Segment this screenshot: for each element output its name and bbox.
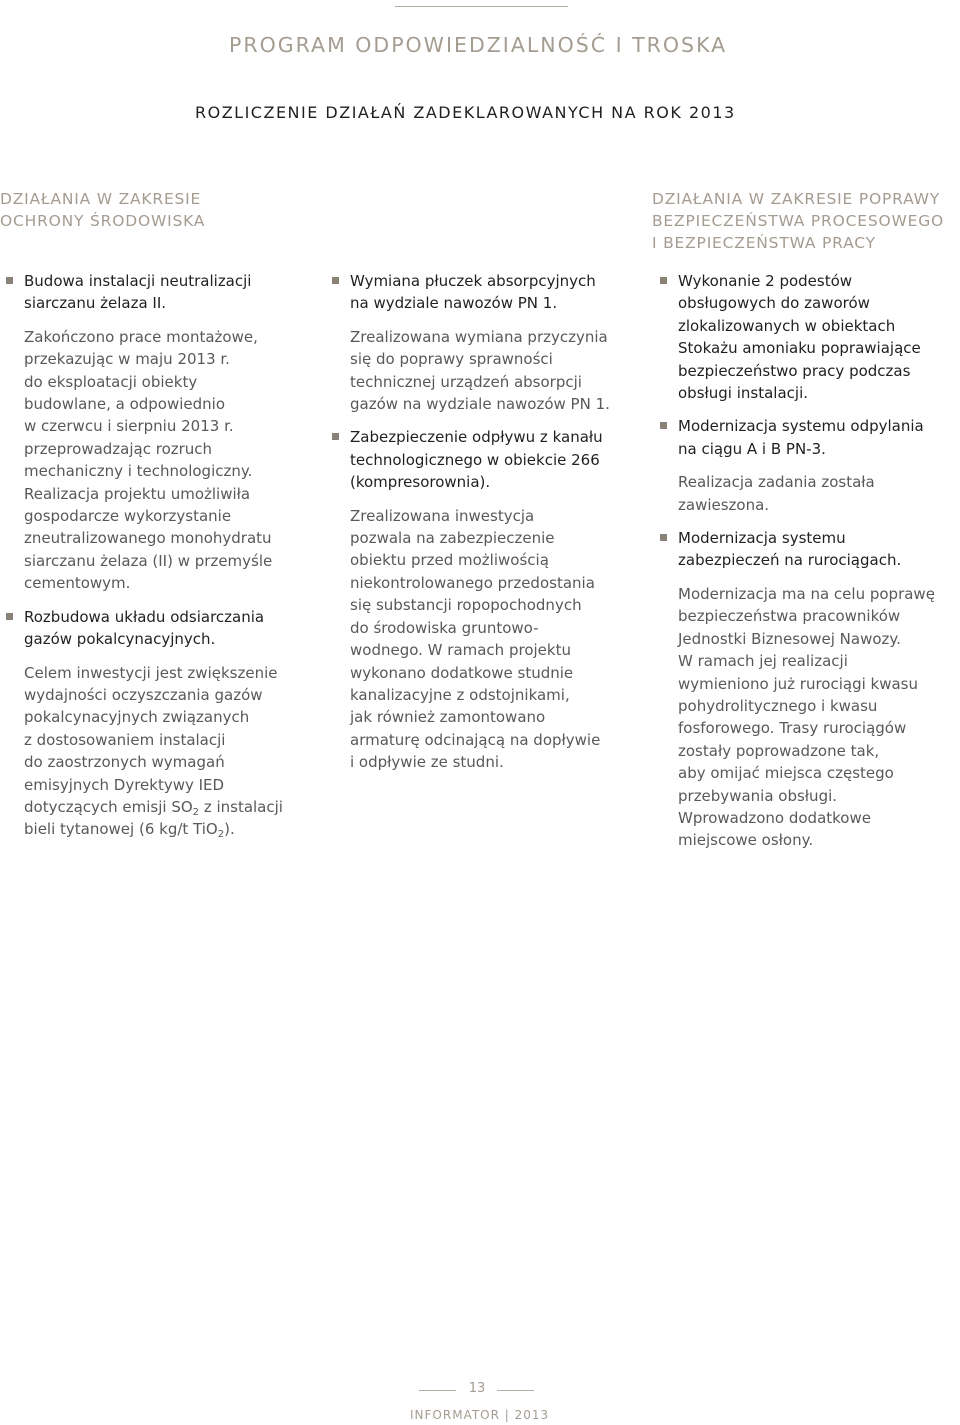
text-line: W ramach jej realizacji [678, 652, 848, 671]
text-line: zawieszona. [678, 495, 770, 514]
text-line: do zaostrzonych wymagań [24, 753, 225, 772]
text-line: aby omijać miejsca częstego [678, 764, 894, 783]
text-line: jak również zamontowano [350, 708, 546, 727]
text-line: Realizacja projektu umożliwiła [24, 484, 251, 503]
text-line: Zrealizowana wymiana przyczynia [350, 327, 608, 346]
text-line: bezpieczeństwo pracy podczas [678, 361, 911, 380]
description-paragraph [678, 583, 960, 852]
text-line: Stokażu amoniaku poprawiające [678, 339, 921, 358]
section-heading-line: I BEZPIECZEŃSTWA PRACY [652, 234, 876, 252]
text-line: wykonano dodatkowe studnie [350, 663, 574, 682]
text-line: z dostosowaniem instalacji [24, 730, 226, 749]
program-title: PROGRAM ODPOWIEDZIALNOŚĆ I TROSKA [229, 33, 728, 57]
text-line: pozwala na zabezpieczenie [350, 529, 555, 548]
left-column [24, 270, 324, 852]
text-line: gospodarcze wykorzystanie [24, 507, 232, 526]
text-line: (kompresorownia). [350, 473, 491, 492]
text-line: pokalcynacyjnych związanych [24, 708, 250, 727]
text-line: Zabezpieczenie odpływu z kanału [350, 428, 603, 447]
bullet-square-icon [332, 277, 339, 284]
report-title: ROZLICZENIE DZIAŁAŃ ZADEKLAROWANYCH NA ROK 2013 [195, 103, 736, 122]
page-number: 13 [468, 1381, 486, 1396]
text-line: Realizacja zadania została [678, 473, 875, 492]
bullet-square-icon [660, 422, 667, 429]
footer-divider-left [419, 1390, 456, 1391]
bullet-square-icon [6, 613, 13, 620]
text-line: mechaniczny i technologiczny. [24, 462, 253, 481]
text-line: w czerwcu i sierpniu 2013 r. [24, 417, 234, 436]
section-heading-safety [652, 188, 944, 254]
bullet-square-icon [660, 277, 667, 284]
text-line: przebywania obsługi. [678, 786, 838, 805]
text-fragment: z instalacji [199, 797, 283, 816]
text-line: technicznej urządzeń absorpcji [350, 372, 582, 391]
bullet-item [678, 415, 960, 460]
text-line: i odpływie ze studni. [350, 753, 504, 772]
footer-brand: INFORMATOR | 2013 [410, 1408, 550, 1422]
text-line: niekontrolowanego przedostania [350, 573, 595, 592]
bullet-item [678, 527, 960, 572]
text-line: się do poprawy sprawności [350, 350, 553, 369]
text-line: Zakończono prace montażowe, [24, 327, 258, 346]
text-line: wodnego. W ramach projektu [350, 641, 571, 660]
text-line: Celem inwestycji jest zwiększenie [24, 663, 278, 682]
bullet-square-icon [660, 534, 667, 541]
text-line: gazów pokalcynacyjnych. [24, 630, 216, 649]
text-line: siarczanu żelaza (II) w przemyśle [24, 551, 273, 570]
text-line: Rozbudowa układu odsiarczania [24, 607, 265, 626]
text-line: emisyjnych Dyrektywy IED [24, 775, 225, 794]
bullet-item [24, 270, 324, 315]
text-line: Budowa instalacji neutralizacji [24, 272, 252, 290]
description-paragraph [350, 326, 640, 416]
right-column [678, 270, 960, 863]
text-line: Modernizacja systemu [678, 529, 846, 548]
subscript: 2 [192, 806, 200, 818]
text-line: zneutralizowanego monohydratu [24, 529, 272, 548]
description-paragraph [24, 662, 324, 841]
text-line: Wymiana płuczek absorpcyjnych [350, 272, 596, 290]
text-line: miejscowe osłony. [678, 831, 814, 850]
text-line: na wydziale nawozów PN 1. [350, 294, 558, 313]
footer-divider-right [497, 1390, 534, 1391]
text-line: na ciągu A i B PN-3. [678, 439, 826, 458]
text-line: cementowym. [24, 574, 131, 593]
text-line: armaturę odcinającą na dopływie [350, 730, 601, 749]
text-fragment: ). [224, 820, 235, 839]
text-line: wymieniono już rurociągi kwasu [678, 674, 918, 693]
bullet-item [350, 270, 640, 315]
text-line: wydajności oczyszczania gazów [24, 685, 263, 704]
text-line: budowlane, a odpowiednio [24, 395, 226, 414]
section-heading-environment [0, 188, 205, 232]
text-line: przeprowadzając rozruch [24, 439, 213, 458]
bullet-item [678, 270, 960, 404]
text-line: obsługowych do zaworów [678, 294, 870, 313]
text-line: Modernizacja ma na celu poprawę [678, 584, 935, 603]
text-line: obiektu przed możliwością [350, 551, 549, 570]
text-line: fosforowego. Trasy rurociągów [678, 719, 907, 738]
text-line: się substancji ropopochodnych [350, 596, 582, 615]
text-line: Wykonanie 2 podestów [678, 272, 853, 290]
text-line: Wprowadzono dodatkowe [678, 808, 871, 827]
description-paragraph [24, 326, 324, 595]
top-divider [395, 6, 568, 7]
description-paragraph [678, 471, 960, 516]
text-line: przekazując w maju 2013 r. [24, 350, 230, 369]
bullet-square-icon [6, 277, 13, 284]
text-line: do eksploatacji obiekty [24, 372, 198, 391]
text-line: pohydrolitycznego i kwasu [678, 696, 878, 715]
text-line: Jednostki Biznesowej Nawozy. [678, 629, 901, 648]
text-line: Modernizacja systemu odpylania [678, 417, 924, 436]
text-line: zostały poprowadzone tak, [678, 741, 880, 760]
section-heading-line: BEZPIECZEŃSTWA PROCESOWEGO [652, 212, 945, 230]
section-heading-line: DZIAŁANIA W ZAKRESIE POPRAWY [652, 190, 941, 208]
bullet-item [24, 606, 324, 651]
text-line: zlokalizowanych w obiektach [678, 316, 896, 335]
text-line: technologicznego w obiekcie 266 [350, 450, 600, 469]
bullet-square-icon [332, 433, 339, 440]
bullet-item [350, 426, 640, 493]
text-line: gazów na wydziale nawozów PN 1. [350, 395, 610, 414]
text-fragment: dotyczących emisji SO [24, 797, 193, 816]
text-line [24, 796, 324, 818]
description-paragraph [350, 505, 640, 774]
text-line: Zrealizowana inwestycja [350, 506, 535, 525]
text-line: do środowiska gruntowo- [350, 618, 539, 637]
section-heading-line: DZIAŁANIA W ZAKRESIE [0, 190, 202, 208]
text-line: obsługi instalacji. [678, 384, 809, 403]
text-line: zabezpieczeń na rurociągach. [678, 551, 902, 570]
text-line: bezpieczeństwa pracowników [678, 607, 901, 626]
section-heading-line: OCHRONY ŚRODOWISKA [0, 212, 206, 230]
middle-column [350, 270, 640, 785]
text-fragment: bieli tytanowej (6 kg/t TiO [24, 820, 218, 839]
text-line: siarczanu żelaza II. [24, 294, 167, 313]
subscript: 2 [217, 829, 225, 841]
text-line: kanalizacyjne z odstojnikami, [350, 685, 570, 704]
text-line [24, 818, 324, 840]
